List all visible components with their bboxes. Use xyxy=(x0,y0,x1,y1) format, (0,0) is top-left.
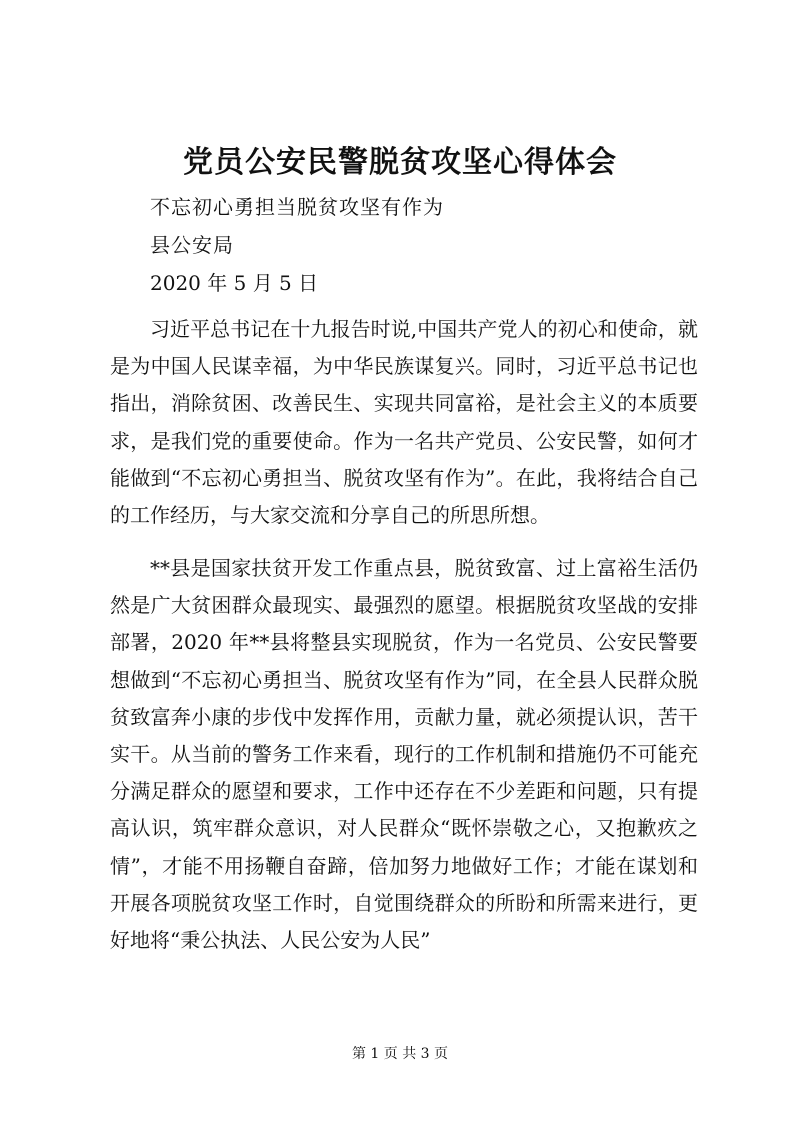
document-organization: 县公安局 xyxy=(150,233,234,257)
document-date: 2020 年 5 月 5 日 xyxy=(150,271,319,295)
page-number-footer: 第 1 页 共 3 页 xyxy=(351,1046,449,1062)
body-paragraph: 习近平总书记在十九报告时说,中国共产党人的初心和使命，就是为中国人民谋幸福，为中华民族谋复兴。同时，习近平总书记也指出，消除贫困、改善民生、实现共同富裕，是社会主义的本质要求，是我们党的重要使命。作为一名共产党员、公安民警，如何才能做到“不忘初心勇担当、脱贫攻坚有作为”。在此，我将结合自己的工作经历，与大家交流和分享自己的所思所想。 xyxy=(110,317,698,528)
document-title: 党员公安民警脱贫攻坚心得体会 xyxy=(183,145,617,180)
document-subtitle: 不忘初心勇担当脱贫攻坚有作为 xyxy=(150,195,444,219)
body-paragraph: **县是国家扶贫开发工作重点县，脱贫致富、过上富裕生活仍然是广大贫困群众最现实、最强烈的愿望。根据脱贫攻坚战的安排部署，2020 年**县将整县实现脱贫，作为一名党员、公安民警要想做到“不忘初心勇担当、脱贫攻坚有作为”同，在全县人民群众脱贫致富奔小康的步伐中发挥作用，贡献力量，就必须提认识，苦干实干。从当前的警务工作来看，现行的工作机制和措施仍不可能充分满足群众的愿望和要求，工作中还存在不少差距和问题，只有提高认识，筑牢群众意识，对人民群众“既怀崇敬之心，又抱歉疚之情”，才能不用扬鞭自奋蹄，倍加努力地做好工作；才能在谋划和开展各项脱贫攻坚工作时，自觉围绕群众的所盼和所需来进行，更好地将“秉公执法、人民公安为人民” xyxy=(110,556,698,953)
